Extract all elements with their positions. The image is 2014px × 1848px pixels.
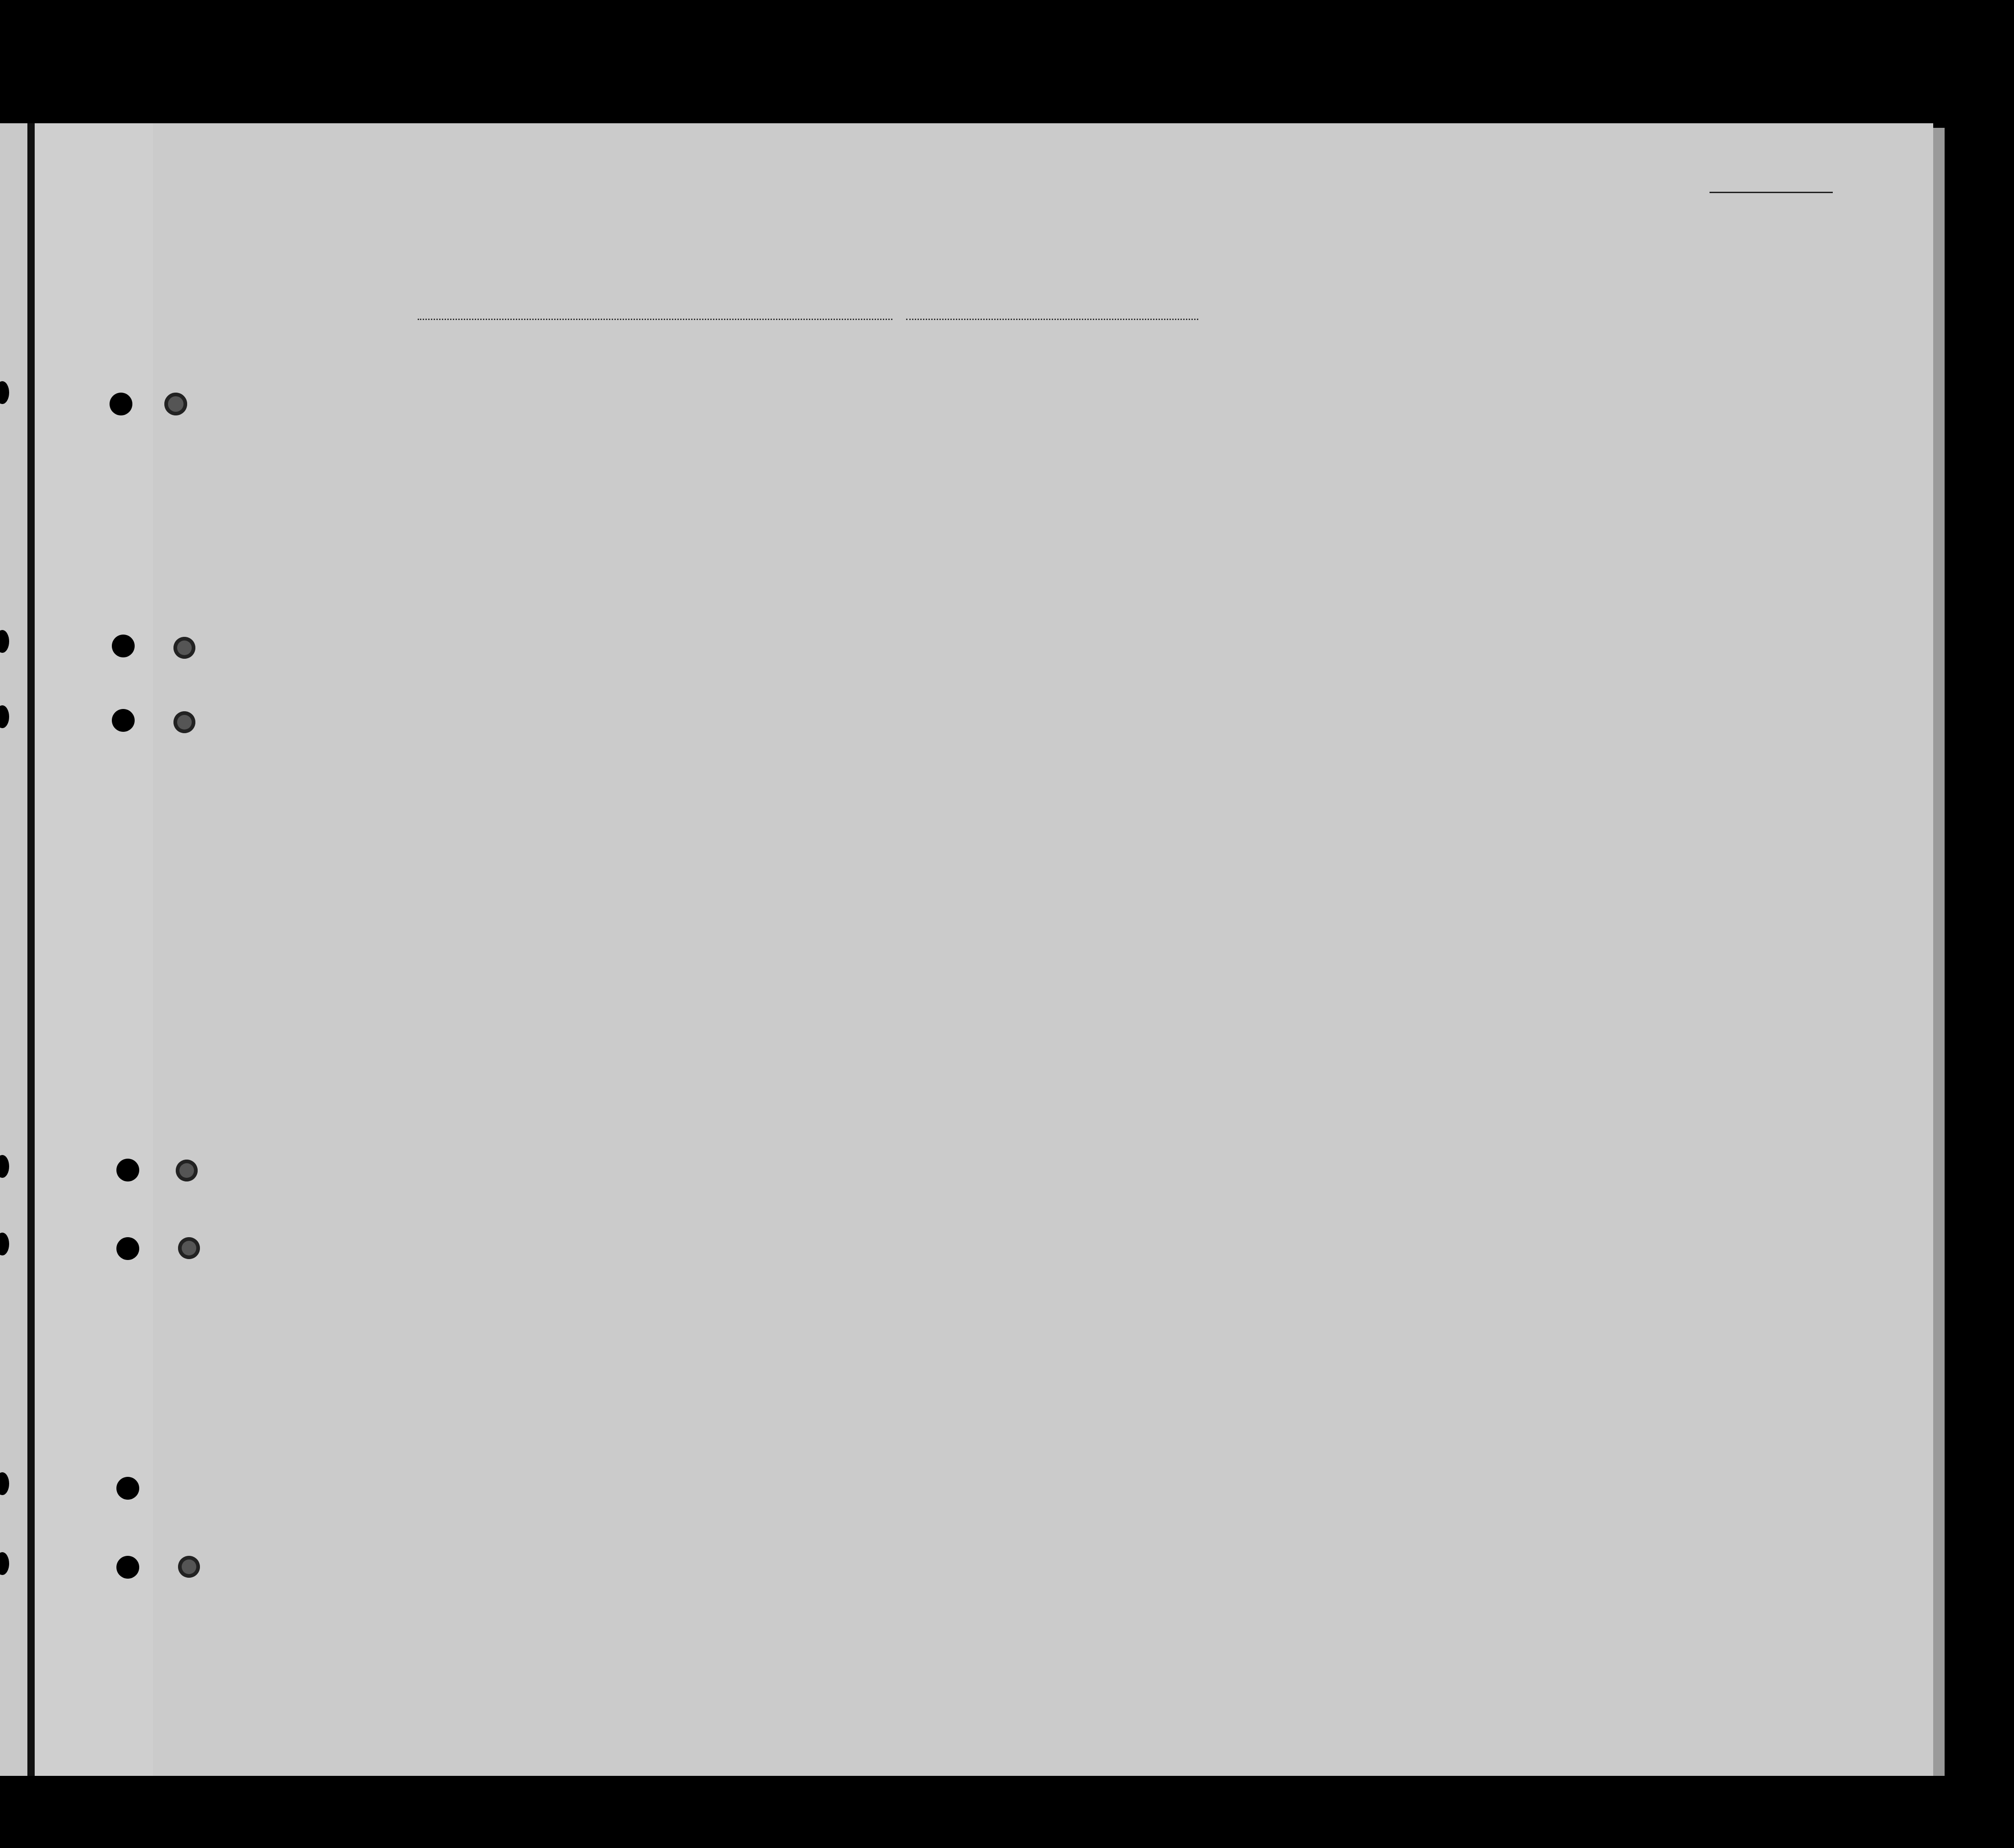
binder-hole [173,711,195,733]
binder-hole [116,1477,139,1500]
binder-hole [173,637,195,659]
binder-hole [178,1556,200,1578]
binder-hole [112,635,135,657]
binder-hole [112,709,135,732]
binder-hole [116,1556,139,1579]
binder-hole [116,1237,139,1260]
binder-hole [110,393,132,415]
binder-hole [176,1160,198,1181]
binder-hole [164,393,187,415]
binder-hole [178,1237,200,1259]
binder-hole [116,1159,139,1181]
